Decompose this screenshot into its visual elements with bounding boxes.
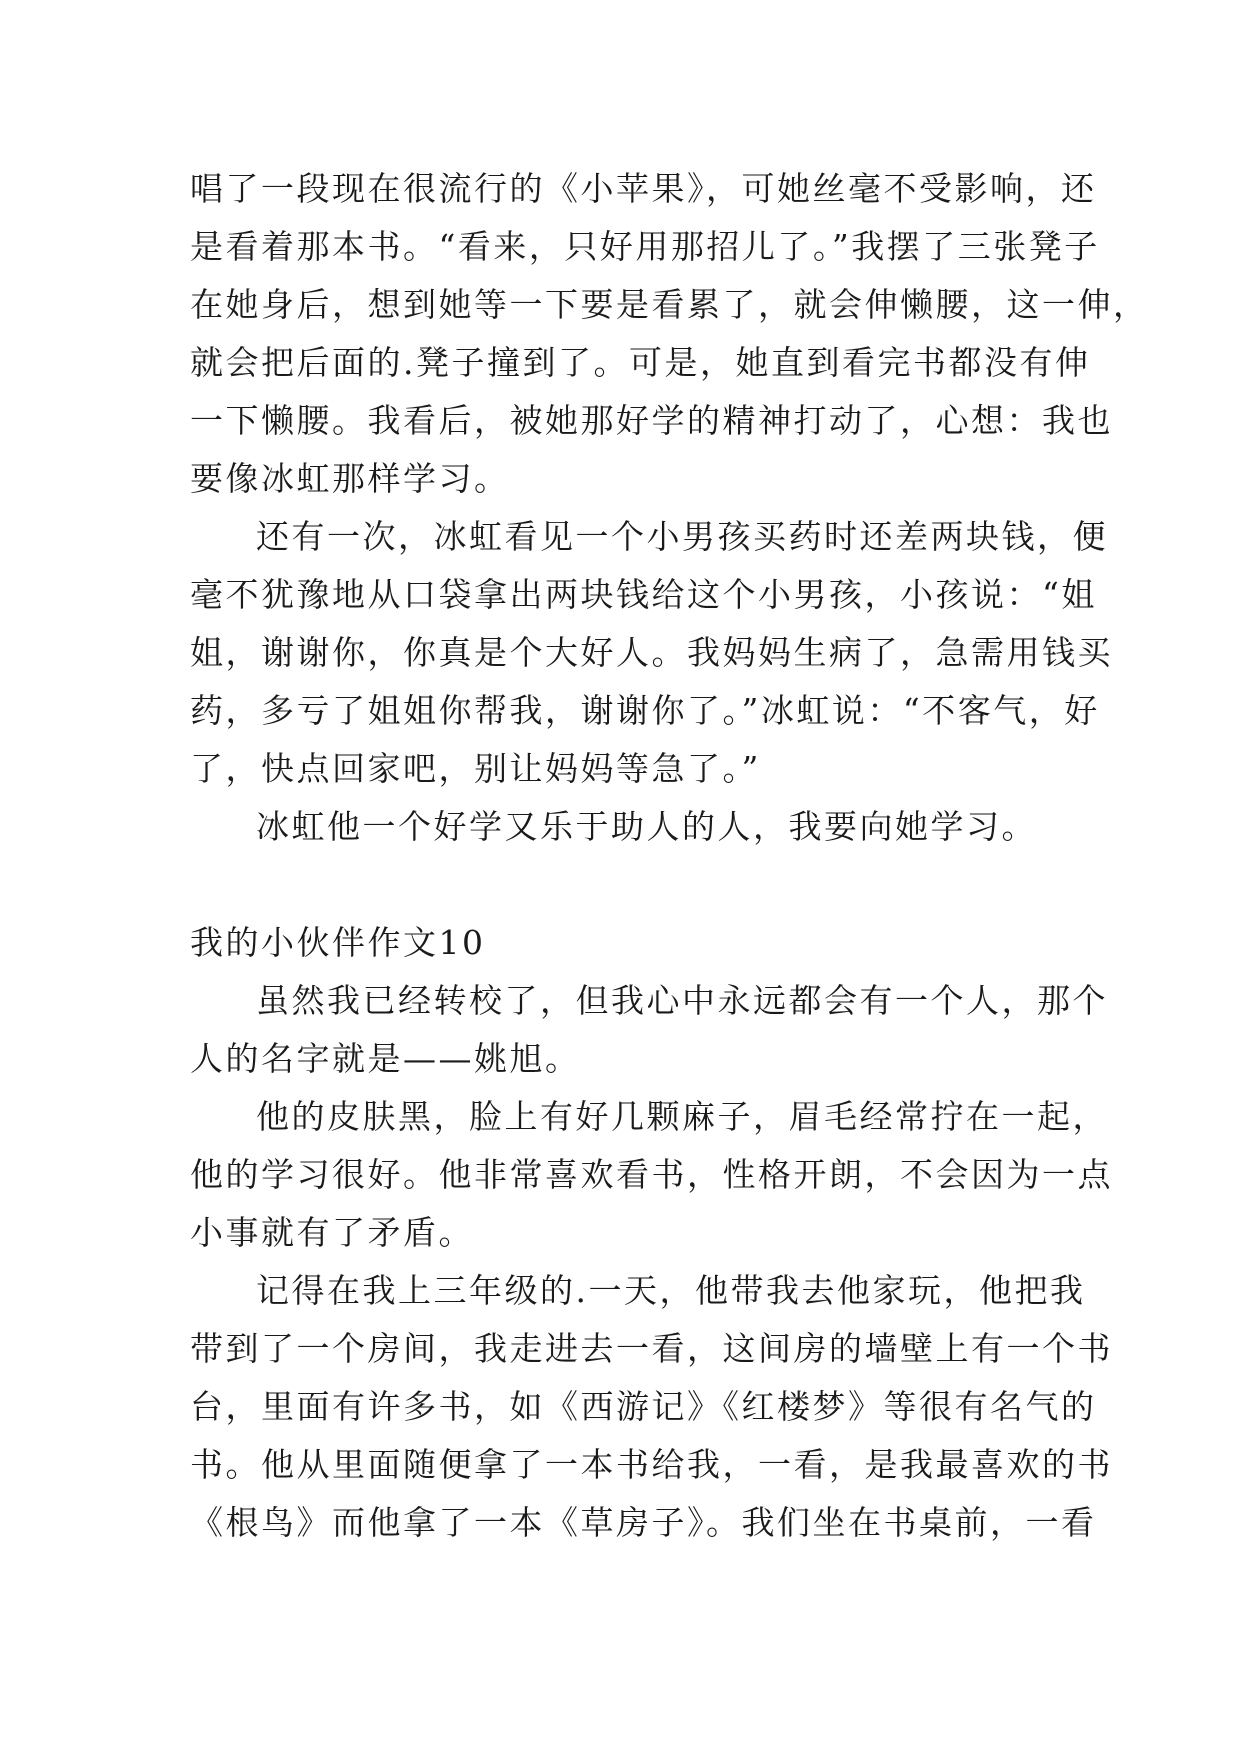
paragraph-line: 毫不犹豫地从口袋拿出两块钱给这个小男孩，小孩说：“姐 [190, 575, 1097, 614]
paragraph-line: 带到了一个房间，我走进去一看，这间房的墙壁上有一个书 [190, 1329, 1113, 1368]
paragraph-line: 还有一次，冰虹看见一个小男孩买药时还差两块钱，便 [256, 517, 1108, 556]
paragraph-line: 虽然我已经转校了，但我心中永远都会有一个人，那个 [256, 981, 1108, 1020]
paragraph-line: 冰虹他一个好学又乐于助人的人，我要向她学习。 [256, 807, 1037, 846]
section-heading: 我的小伙伴作文10 [190, 923, 486, 962]
paragraph-line: 台，里面有许多书，如《西游记》《红楼梦》等很有名气的 [190, 1387, 1097, 1426]
paragraph-line: 《根鸟》而他拿了一本《草房子》。我们坐在书桌前，一看 [190, 1503, 1097, 1542]
paragraph-line: 他的学习很好。他非常喜欢看书，性格开朗，不会因为一点 [190, 1155, 1113, 1194]
paragraph-line: 人的名字就是——姚旭。 [190, 1039, 581, 1078]
paragraph-line: 姐，谢谢你，你真是个大好人。我妈妈生病了，急需用钱买 [190, 633, 1113, 672]
paragraph-line: 一下懒腰。我看后，被她那好学的精神打动了，心想：我也 [190, 401, 1113, 440]
paragraph-line: 他的皮肤黑，脸上有好几颗麻子，眉毛经常拧在一起， [256, 1097, 1108, 1136]
paragraph-line: 唱了一段现在很流行的《小苹果》，可她丝毫不受影响，还 [190, 169, 1097, 208]
paragraph-line: 小事就有了矛盾。 [190, 1213, 474, 1252]
paragraph-line: 就会把后面的.凳子撞到了。可是，她直到看完书都没有伸 [190, 343, 1091, 382]
paragraph-line: 了，快点回家吧，别让妈妈等急了。” [190, 749, 761, 788]
paragraph-line: 在她身后，想到她等一下要是看累了，就会伸懒腰，这一伸， [190, 285, 1149, 324]
paragraph-line: 记得在我上三年级的.一天，他带我去他家玩，他把我 [256, 1271, 1086, 1310]
paragraph-line: 要像冰虹那样学习。 [190, 459, 510, 498]
paragraph-line: 书。他从里面随便拿了一本书给我，一看，是我最喜欢的书 [190, 1445, 1113, 1484]
paragraph-line: 是看着那本书。“看来，只好用那招儿了。”我摆了三张凳子 [190, 227, 1100, 266]
section-gap [190, 856, 1070, 914]
document-body [190, 160, 1149, 1552]
paragraph-line: 药，多亏了姐姐你帮我，谢谢你了。”冰虹说：“不客气，好 [190, 691, 1100, 730]
